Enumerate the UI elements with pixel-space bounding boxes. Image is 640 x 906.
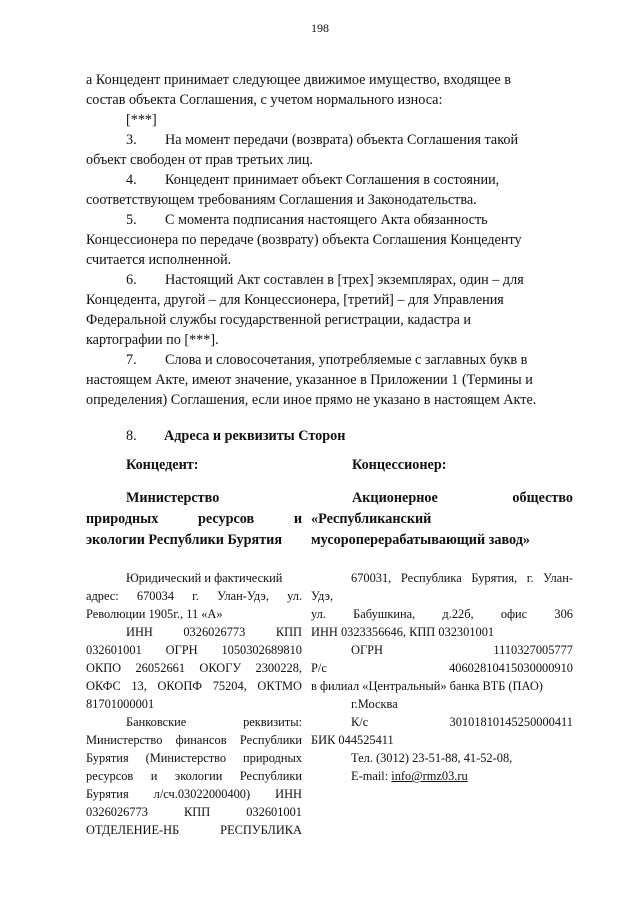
requisite-line: Тел. (3012) 23-51-88, 41-52-08, [351, 751, 513, 765]
clause-6-cont: Концедента, другой – для Концессионера, [третий] – для Управления [86, 292, 504, 308]
clause-text: Настоящий Акт составлен в [трех] экземплярах, один – для [165, 272, 524, 288]
requisite-line: Р/с 40602810415030000910 [311, 661, 573, 675]
requisite-line: Банковские реквизиты: [126, 715, 302, 729]
clause-6-cont: Федеральной службы государственной регистрации, кадастра и [86, 312, 472, 328]
org-line: экологии Республики Бурятия [86, 532, 283, 548]
requisite-line: 670031, Республика Бурятия, г. Улан- [351, 571, 573, 585]
section-number: 8. [126, 428, 137, 444]
clause-6 [86, 270, 572, 290]
clause-7-cont: настоящем Акте, имеют значение, указанное в Приложении 1 (Термины и [86, 372, 533, 388]
clause-7 [86, 350, 572, 370]
clause-number: 6. [126, 272, 137, 288]
requisite-line: ул. Бабушкина, д.22б, офис 306 [311, 607, 573, 621]
requisite-line: ИНН 0323356646, КПП 032301001 [311, 625, 495, 639]
requisite-line: ОКПО 26052661 ОКОГУ 2300228, [86, 661, 302, 675]
clause-number: 7. [126, 352, 137, 368]
clause-text: Концедент принимает объект Соглашения в состоянии, [165, 172, 500, 188]
requisite-line: Юридический и фактический [126, 571, 283, 585]
clause-5-cont: Концессионера по передаче (возврату) объекта Соглашения Концеденту [86, 232, 522, 248]
clause-4-cont: соответствующем требованиям Соглашения и Законодательства. [86, 192, 477, 208]
concessionaire-label: Концессионер: [352, 457, 447, 473]
email-label: E-mail: [351, 769, 392, 783]
requisite-line: 81701000001 [86, 697, 155, 711]
grantor-org-name [86, 488, 302, 551]
clause-number: 4. [126, 172, 137, 188]
clause-4 [86, 170, 572, 190]
requisite-line: Революции 1905г., 11 «А» [86, 607, 223, 621]
requisite-line: ОГРН 1110327005777 [351, 643, 573, 657]
org-line: природных ресурсов и [86, 511, 302, 527]
clause-text: Слова и словосочетания, употребляемые с заглавных букв в [165, 352, 528, 368]
requisite-line: Бурятия л/сч.03022000400) ИНН [86, 787, 302, 801]
requisite-line: г.Москва [351, 697, 398, 711]
clause-6-cont: картографии по [***]. [86, 332, 219, 348]
clause-number: 3. [126, 132, 137, 148]
requisite-line: ОТДЕЛЕНИЕ-НБ РЕСПУБЛИКА [86, 823, 302, 837]
placeholder-text: [***] [126, 112, 157, 128]
requisite-line: адрес: 670034 г. Улан-Удэ, ул. [86, 589, 302, 603]
requisite-line: 0326026773 КПП 032601001 [86, 805, 302, 819]
requisite-line: ОКФС 13, ОКОПФ 75204, ОКТМО [86, 679, 302, 693]
email-link[interactable]: info@rmz03.ru [391, 769, 468, 783]
clause-7-cont: определения) Соглашения, если иное прямо не указано в настоящем Акте. [86, 392, 537, 408]
requisite-line: 032601001 ОГРН 1050302689810 [86, 643, 302, 657]
grantor-requisites [86, 569, 302, 839]
requisite-line: БИК 044525411 [311, 733, 394, 747]
requisite-line: Удэ, [311, 589, 334, 603]
clause-3 [86, 130, 572, 150]
clause-5-cont: считается исполненной. [86, 252, 232, 268]
clause-text: С момента подписания настоящего Акта обязанность [165, 212, 488, 228]
grantor-label: Концедент: [126, 457, 199, 473]
clause-text: На момент передачи (возврата) объекта Соглашения такой [165, 132, 519, 148]
org-line: Акционерное общество [352, 490, 573, 506]
requisite-line: К/с 30101810145250000411 [351, 715, 573, 729]
org-line: «Республиканский [311, 511, 432, 527]
requisite-line: ресурсов и экологии Республики [86, 769, 302, 783]
section-title: Адреса и реквизиты Сторон [164, 428, 346, 444]
concessionaire-org-name [311, 488, 573, 551]
section-8-heading [126, 428, 345, 445]
org-line: Министерство [126, 490, 220, 506]
requisite-line: ИНН 0326026773 КПП [126, 625, 302, 639]
email-line [311, 767, 573, 785]
concessionaire-requisites [311, 569, 573, 785]
requisite-line: Бурятия (Министерство природных [86, 751, 302, 765]
clause-number: 5. [126, 212, 137, 228]
intro-line: а Концедент принимает следующее движимое имущество, входящее в [86, 72, 511, 88]
requisite-line: Министерство финансов Республики [86, 733, 302, 747]
intro-line: состав объекта Соглашения, с учетом нормального износа: [86, 92, 443, 108]
page-number: 198 [311, 21, 329, 35]
requisite-line: в филиал «Центральный» банка ВТБ (ПАО) [311, 679, 543, 693]
act-clauses [86, 70, 572, 410]
clause-3-cont: объект свободен от прав третьих лиц. [86, 152, 313, 168]
clause-5 [86, 210, 572, 230]
org-line: мусороперерабатывающий завод» [311, 532, 530, 548]
